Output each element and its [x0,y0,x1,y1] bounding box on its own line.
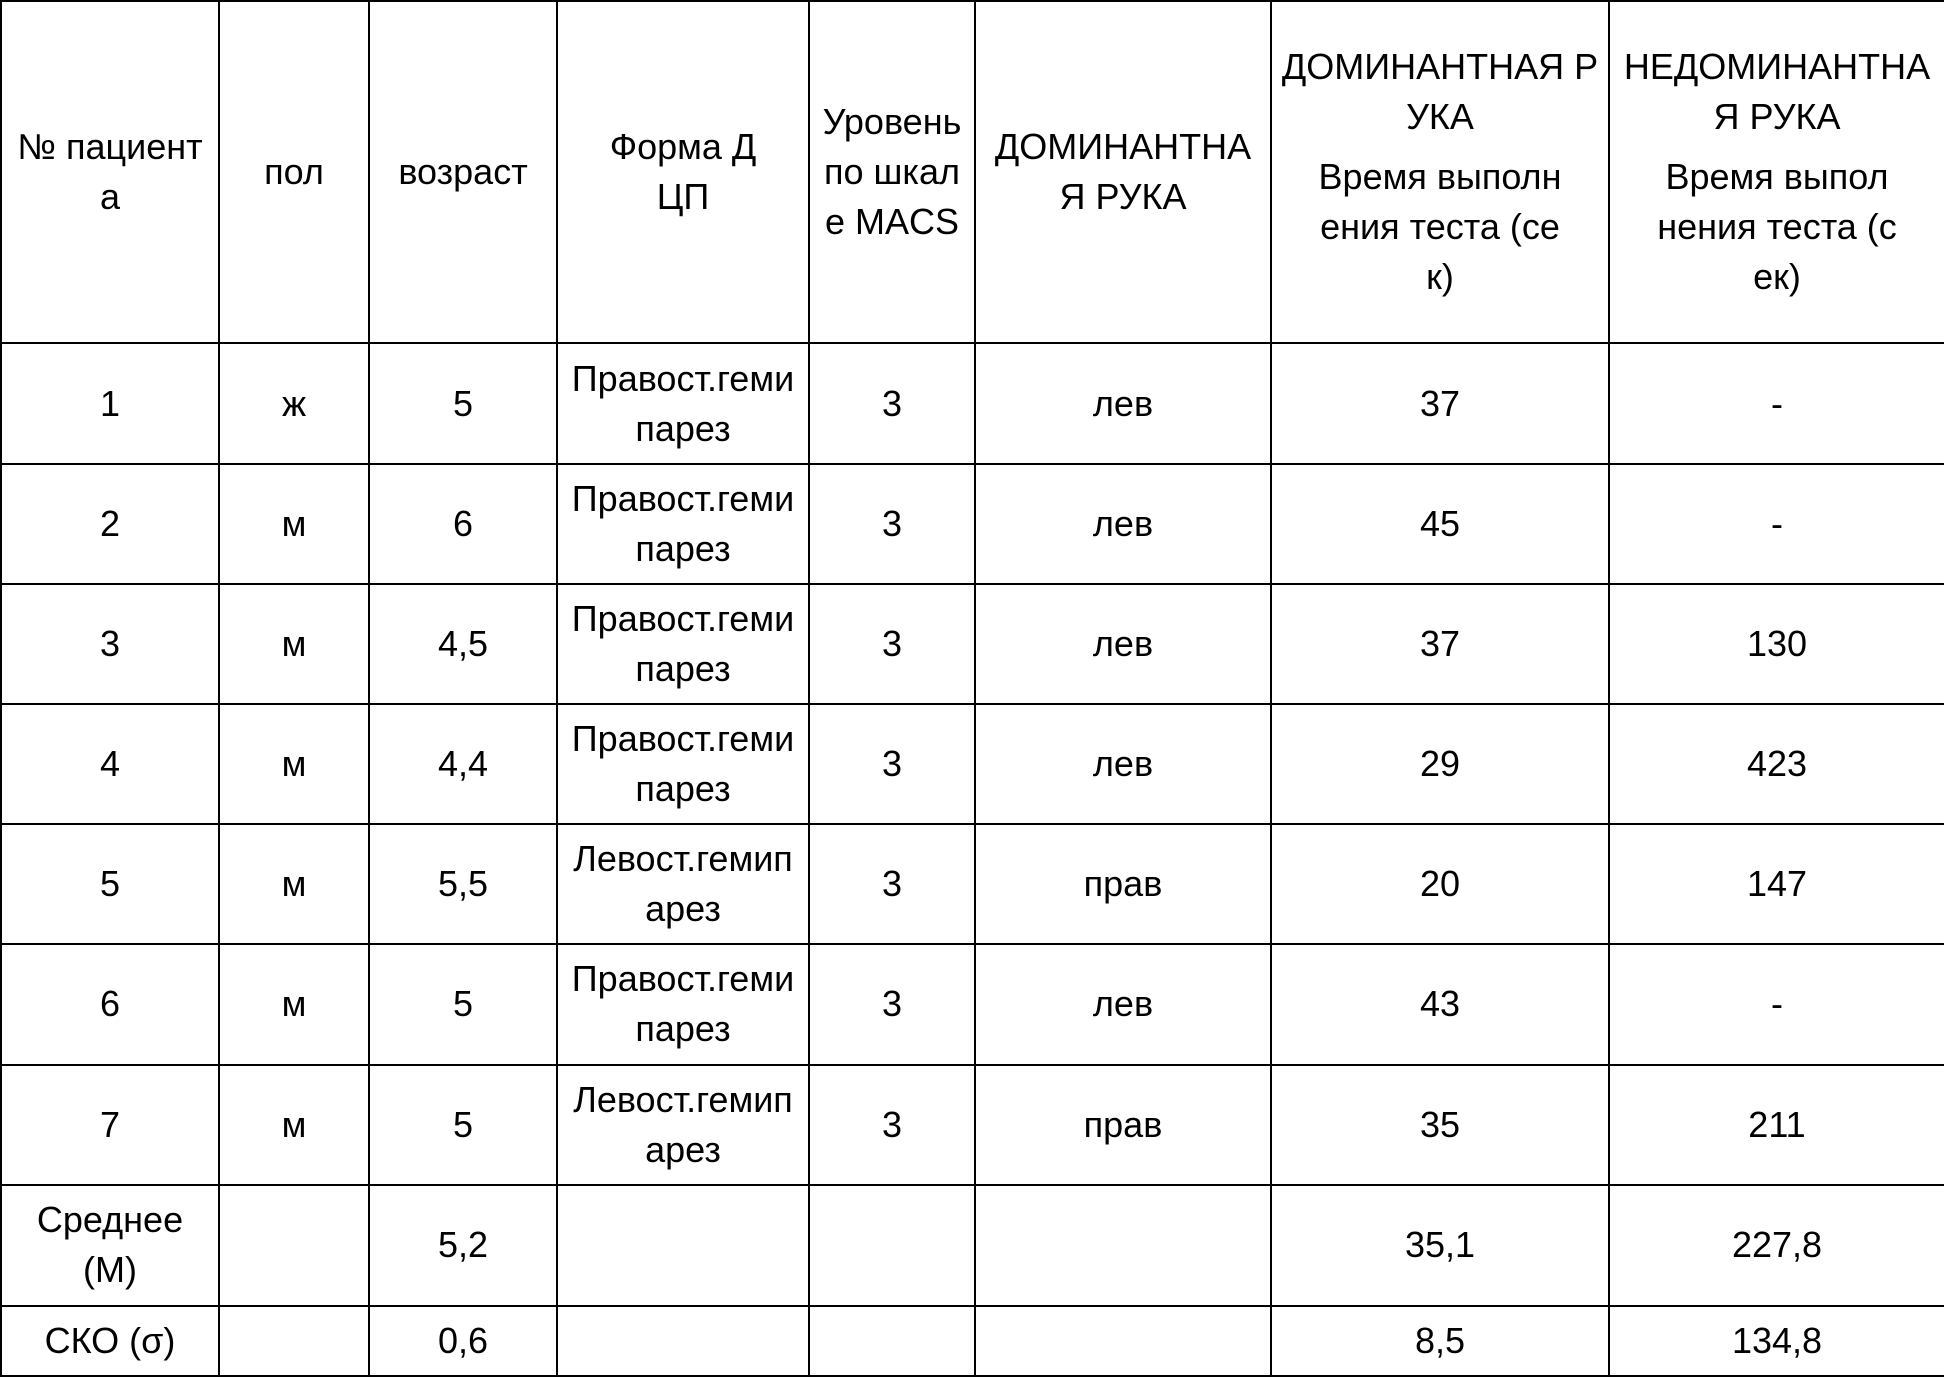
cell-macs: 3 [809,944,975,1064]
mean-row [1,1185,1944,1306]
header-dominant-time-sub: Время выполнения теста (сек) [1318,156,1562,298]
cell-sex: м [219,704,369,824]
cell-cp-form-side: Правост. [571,958,717,1000]
table-row [1,824,1944,944]
header-age: возраст [369,1,557,343]
cell-dominant-time: 37 [1271,584,1609,704]
cell-patient-no: 3 [1,584,219,704]
cell-patient-no: 4 [1,704,219,824]
cell-macs: 3 [809,343,975,463]
cell-patient-no: 6 [1,944,219,1064]
table-row [1,464,1944,584]
cell-cp-form [557,1065,809,1185]
cell-dominant-time: 37 [1271,343,1609,463]
table-row [1,704,1944,824]
cell-dominant-time: 29 [1271,704,1609,824]
cell-age: 4,5 [369,584,557,704]
sd-form-empty [557,1306,809,1376]
cell-cp-form [557,944,809,1064]
cell-nondominant-time: - [1609,343,1944,463]
sd-dominant-time: 8,5 [1271,1306,1609,1376]
table-row [1,944,1944,1064]
mean-form-empty [557,1185,809,1306]
table-row [1,584,1944,704]
cell-age: 5,5 [369,824,557,944]
cell-macs: 3 [809,1065,975,1185]
mean-age: 5,2 [369,1185,557,1306]
cell-dominant-hand: прав [975,824,1271,944]
header-nondominant-time [1609,1,1944,343]
cell-patient-no: 2 [1,464,219,584]
cell-cp-form-side: Левост. [573,838,697,880]
sd-sex-empty [219,1306,369,1376]
mean-nondominant-time: 227,8 [1609,1185,1944,1306]
table-row [1,343,1944,463]
cell-dominant-time: 20 [1271,824,1609,944]
header-dominant-time-title: ДОМИНАНТНАЯ РУКА [1281,46,1599,138]
cell-dominant-hand: лев [975,343,1271,463]
header-nondominant-time-title: НЕДОМИНАНТНАЯ РУКА [1623,46,1931,138]
mean-label: Среднее (М) [1,1185,219,1306]
cell-cp-form-type: гемипарез [645,838,793,930]
cell-sex: ж [219,343,369,463]
sd-hand-empty [975,1306,1271,1376]
cell-nondominant-time: 211 [1609,1065,1944,1185]
cell-nondominant-time: - [1609,464,1944,584]
cell-sex: м [219,464,369,584]
cell-cp-form-type: гемипарез [635,958,795,1050]
cell-cp-form-side: Левост. [573,1078,697,1120]
cell-macs: 3 [809,704,975,824]
cell-cp-form [557,824,809,944]
cell-cp-form-type: гемипарез [645,1078,793,1170]
cell-nondominant-time: 147 [1609,824,1944,944]
cell-cp-form-side: Правост. [571,477,717,519]
cell-dominant-hand: лев [975,464,1271,584]
cell-dominant-hand: лев [975,584,1271,704]
cell-sex: м [219,944,369,1064]
header-dominant-hand: ДОМИНАНТНАЯ РУКА [975,1,1271,343]
mean-sex-empty [219,1185,369,1306]
sd-age: 0,6 [369,1306,557,1376]
cell-cp-form [557,584,809,704]
cell-nondominant-time: 130 [1609,584,1944,704]
cell-patient-no: 5 [1,824,219,944]
mean-macs-empty [809,1185,975,1306]
cell-macs: 3 [809,464,975,584]
cell-sex: м [219,1065,369,1185]
cell-sex: м [219,584,369,704]
mean-dominant-time: 35,1 [1271,1185,1609,1306]
cell-cp-form [557,704,809,824]
cell-cp-form [557,343,809,463]
cell-age: 5 [369,343,557,463]
cell-cp-form [557,464,809,584]
cell-age: 5 [369,1065,557,1185]
cell-sex: м [219,824,369,944]
cell-cp-form-side: Правост. [571,357,717,399]
cell-dominant-time: 45 [1271,464,1609,584]
cell-patient-no: 7 [1,1065,219,1185]
cell-age: 5 [369,944,557,1064]
cell-dominant-hand: лев [975,944,1271,1064]
cell-age: 4,4 [369,704,557,824]
cell-cp-form-type: гемипарез [635,597,795,689]
header-sex: пол [219,1,369,343]
cell-dominant-time: 35 [1271,1065,1609,1185]
cell-cp-form-side: Правост. [571,718,717,760]
sd-nondominant-time: 134,8 [1609,1306,1944,1376]
sd-row [1,1306,1944,1376]
header-macs-level [809,1,975,343]
header-nondominant-time-sub: Время выполнения теста (сек) [1657,156,1897,298]
mean-hand-empty [975,1185,1271,1306]
header-macs-level-label: Уровень по шкале MACS [822,101,962,243]
cell-dominant-time: 43 [1271,944,1609,1064]
cell-dominant-hand: лев [975,704,1271,824]
cell-nondominant-time: 423 [1609,704,1944,824]
cell-patient-no: 1 [1,343,219,463]
cell-dominant-hand: прав [975,1065,1271,1185]
table-row [1,1065,1944,1185]
cell-cp-form-side: Правост. [571,597,717,639]
cell-age: 6 [369,464,557,584]
header-cp-form-label: Форма ДЦП [609,126,757,218]
header-dominant-time [1271,1,1609,343]
cell-cp-form-type: гемипарез [635,477,795,569]
header-patient-no: № пациента [1,1,219,343]
cell-cp-form-type: гемипарез [635,357,795,449]
cell-cp-form-type: гемипарез [635,718,795,810]
cell-nondominant-time: - [1609,944,1944,1064]
cell-macs: 3 [809,824,975,944]
sd-macs-empty [809,1306,975,1376]
cell-macs: 3 [809,584,975,704]
header-cp-form [557,1,809,343]
header-row [1,1,1944,343]
sd-label: СКО (σ) [1,1306,219,1376]
